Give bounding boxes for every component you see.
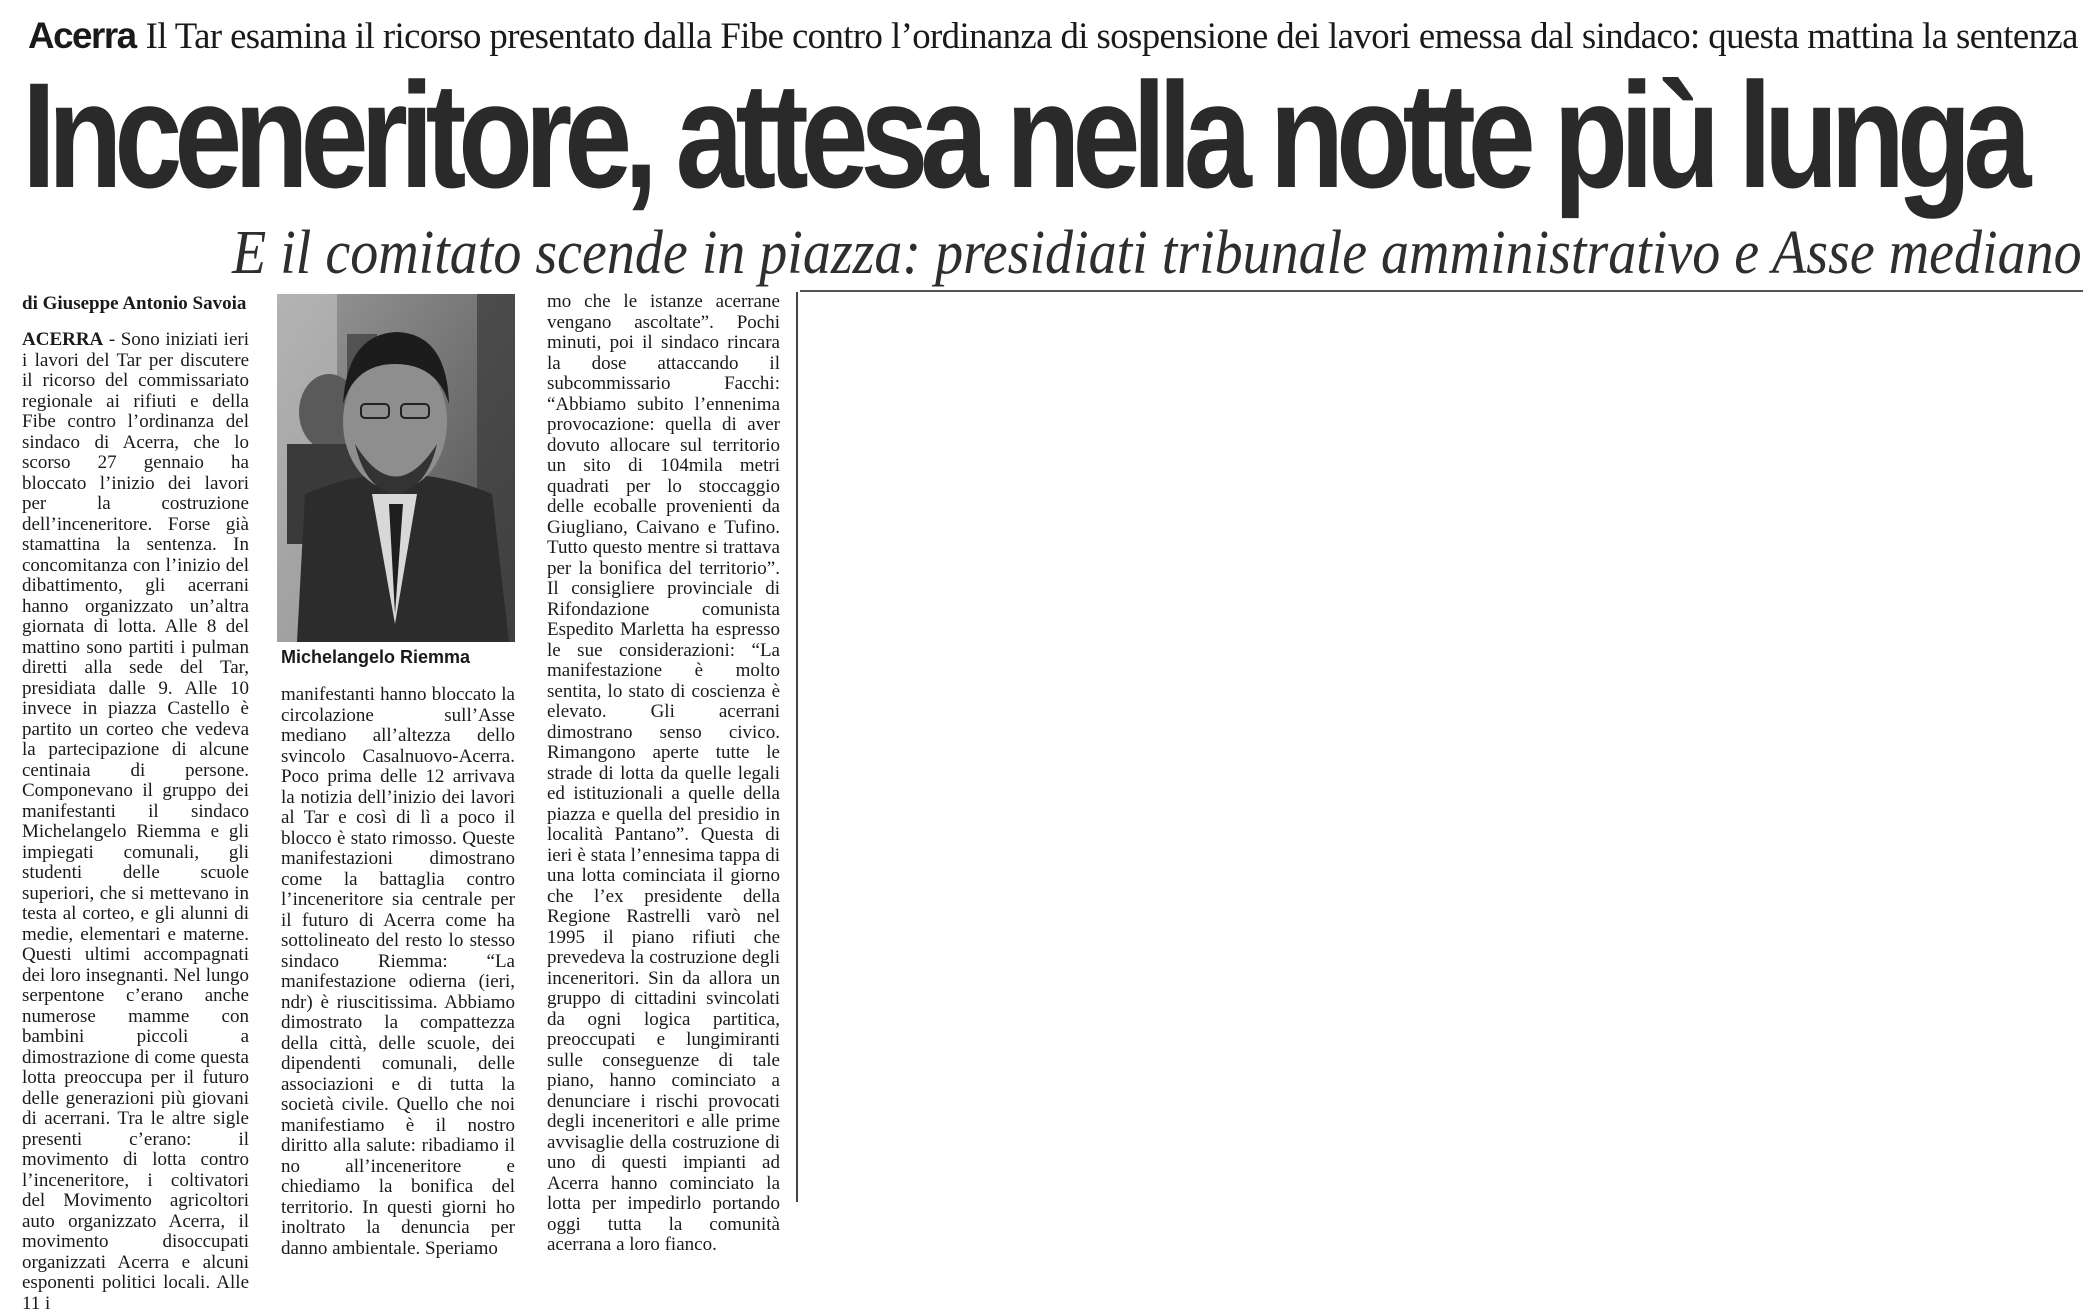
subhead-rule <box>800 290 2083 292</box>
subheadline: E il comitato scende in piazza: presidiati tribunale amministrativo e Asse mediano <box>232 219 2082 287</box>
portrait-photo-image <box>277 294 515 642</box>
section-tag: Acerra <box>28 15 136 56</box>
dateline: ACERRA <box>22 329 104 350</box>
article-column-3: mo che le istanze acerrane vengano ascoltate”. Pochi minuti, poi il sindaco rincara la dose attaccando il subcommissario Facchi: “Abbiamo subito l’ennenima provocazione: quella di aver dovuto allocare sul territorio un sito di 104mila metri quadrati per lo stoccaggio delle ecoballe provenienti da Giugliano, Caivano e Tufino. Tutto questo mentre si trattava per la bonifica del territorio”. Il consigliere provinciale di Rifondazione comunista Espedito Marletta ha espresso le sue considerazioni: “La manifestazione è molto sentita, lo stato di coscienza è elevato. Gli acerrani dimostrano senso civico. Rimangono aperte tutte le strade di lotta da quelle legali ed istituzionali a quelle della piazza e quella del presidio in località Pantano”. Questa di ieri è stata l’ennesima tappa di una lotta cominciata il giorno che l’ex presidente della Regione Rastrelli varò nel 1995 il piano rifiuti che prevedeva la costruzione degli inceneritori. Sin da allora un gruppo di cittadini svincolati da ogni logica partitica, preoccupati e lungimiranti sulle conseguenze di tale piano, hanno cominciato a denunciare i rischi provocati degli inceneritori e alle prime avvisaglie della costruzione di uno di questi impianti ad Acerra hanno cominciato la lotta per impedirlo portando oggi tutta la comunità acerrana a loro fianco. <box>547 291 780 1255</box>
article-column-1 <box>22 329 249 1314</box>
byline: di Giuseppe Antonio Savoia <box>22 293 247 314</box>
photo-caption: Michelangelo Riemma <box>281 647 471 667</box>
portrait-photo <box>277 294 515 642</box>
article-column-2: manifestanti hanno bloccato la circolazione sull’Asse mediano all’altezza dello svincolo Casalnuovo-Acerra. Poco prima delle 12 arrivava la notizia dell’inizio dei lavori al Tar e così di lì a poco il blocco è stato rimosso. Queste manifestazioni dimostrano come la battaglia contro l’inceneritore sia centrale per il futuro di Acerra come ha sottolineato del resto lo stesso sindaco Riemma: “La manifestazione odierna (ieri, ndr) è riuscitissima. Abbiamo dimostrato la compattezza della città, delle scuole, dei dipendenti comunali, delle associazioni e di tutta la società civile. Quello che noi manifestiamo è il nostro diritto alla salute: ribadiamo il no all’inceneritore e chiediamo la bonifica del territorio. In questi giorni ho inoltrato la denuncia per danno ambientale. Speriamo <box>281 684 515 1259</box>
column-divider <box>796 292 798 1202</box>
headline: Inceneritore, attesa nella notte più lunga <box>22 51 2024 219</box>
kicker-text: Il Tar esamina il ricorso presentato dalla Fibe contro l’ordinanza di sospensione dei lavori emessa dal sindaco: questa mattina la sentenza <box>145 16 2078 57</box>
column-1-text: - Sono iniziati ieri i lavori del Tar per discutere il ricorso del commissariato regionale ai rifiuti e della Fibe contro l’ordinanza del sindaco di Acerra, che lo scorso 27 gennaio ha bloccato l’inizio dei lavori per la costruzione dell’inceneritore. Forse già stamattina la sentenza. In concomitanza con l’inizio del dibattimento, gli acerrani hanno organizzato un’altra giornata di lotta. Alle 8 del mattino sono partiti i pulman diretti alla sede del Tar, presidiata dalle 9. Alle 10 invece in piazza Castello è partito un corteo che vedeva la partecipazione di alcune centinaia di persone. Componevano il gruppo dei manifestanti il sindaco Michelangelo Riemma e gli impiegati comunali, gli studenti delle scuole superiori, che si mettevano in testa al corteo, e gli alunni di medie, elementari e materne. Questi ultimi accompagnati dei loro insegnanti. Nel lungo serpentone c’erano anche numerose mamme con bambini piccoli a dimostrazione di come questa lotta preoccupa per il futuro delle generazioni più giovani di acerrani. Tra le altre sigle presenti c’erano: il movimento di lotta contro l’inceneritore, i coltivatori del Movimento agricoltori auto organizzato Acerra, il movimento disoccupati organizzati Acerra e alcuni esponenti politici locali. Alle 11 i <box>22 329 249 1314</box>
